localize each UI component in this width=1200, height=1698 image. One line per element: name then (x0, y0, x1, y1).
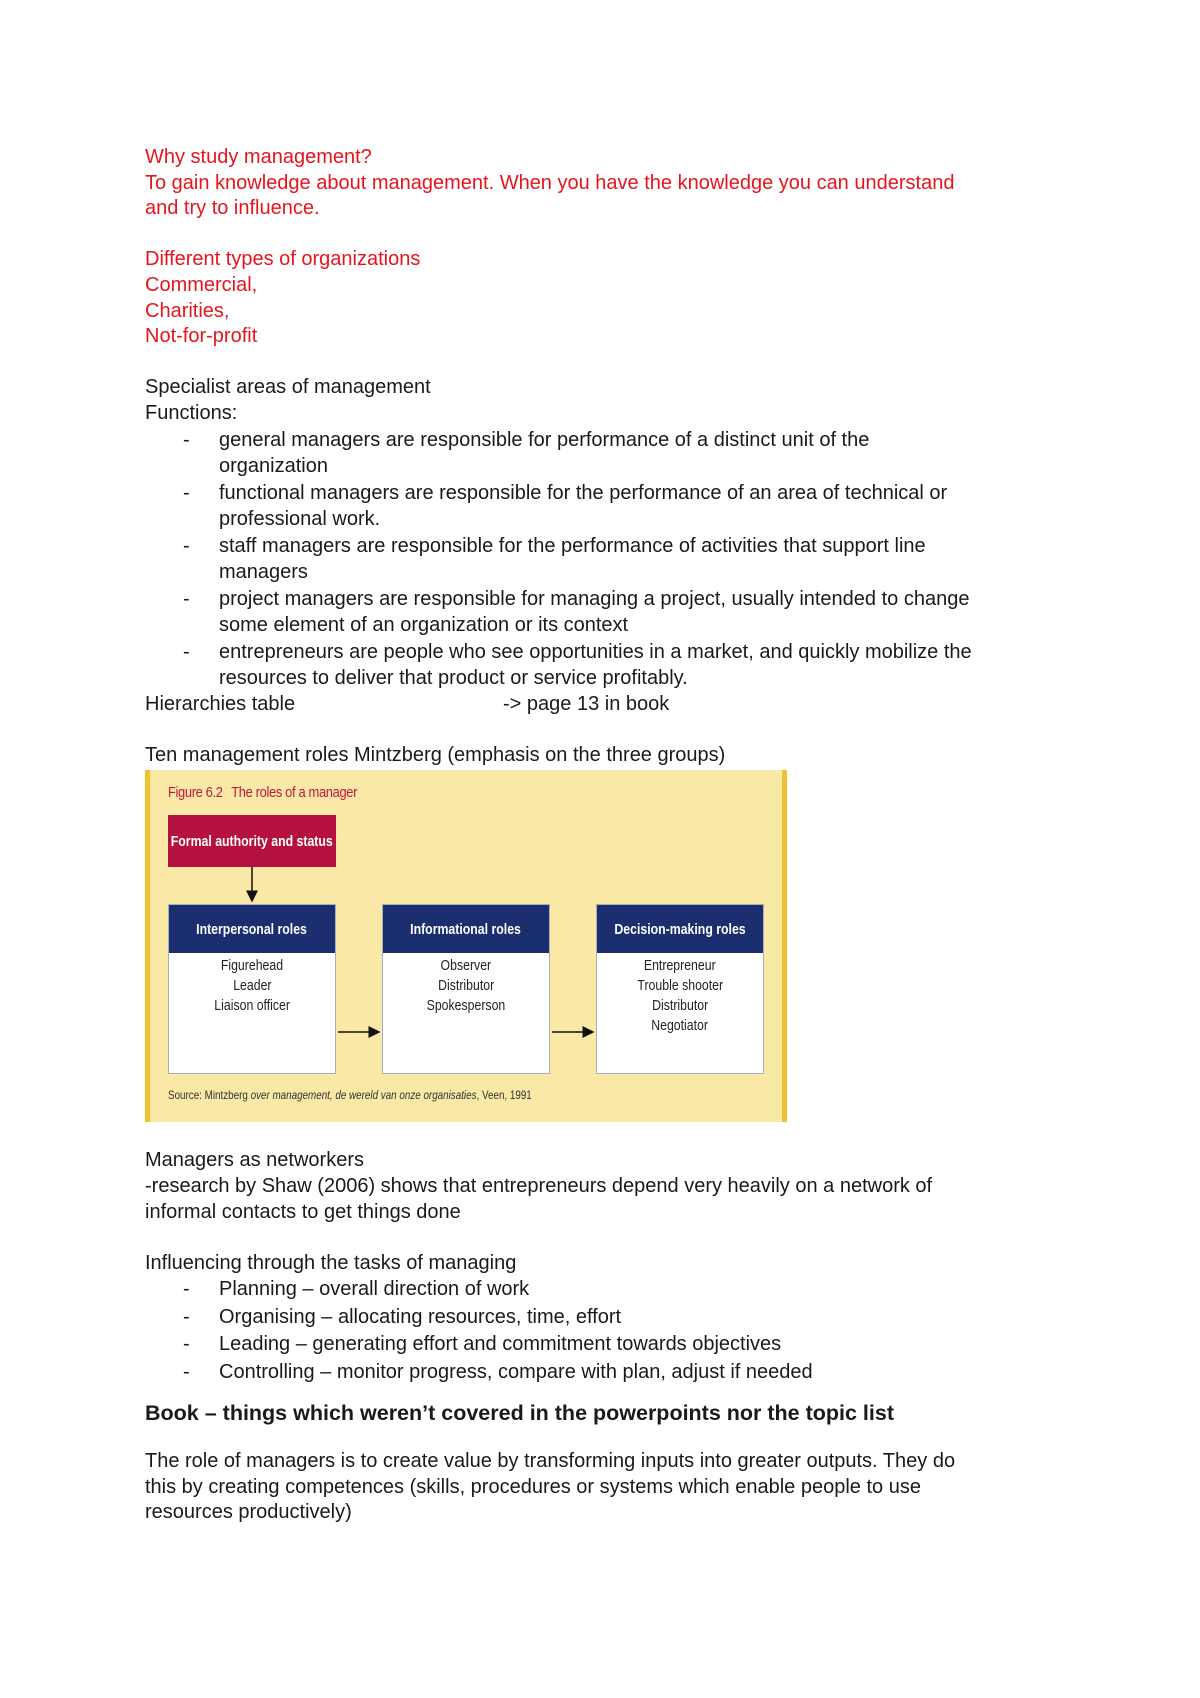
hierarchies-ref: -> page 13 in book (503, 692, 670, 715)
figure-arrows (150, 770, 782, 1122)
list-item: - general managers are responsible for performance of a distinct unit of the organization (145, 427, 1085, 480)
org-type-item: Commercial, (145, 273, 258, 296)
list-item: - Leading – generating effort and commitment towards objectives (145, 1331, 1085, 1359)
networkers-heading: Managers as networkers (145, 1149, 364, 1172)
figure-title: The roles of a manager (231, 784, 358, 802)
networkers-text: -research by Shaw (2006) shows that entrepreneurs depend very heavily on a network of (145, 1174, 933, 1197)
functions-list (145, 427, 1085, 692)
org-type-item: Charities, (145, 299, 230, 322)
list-item: - Planning – overall direction of work (145, 1276, 1085, 1304)
role-item: Trouble shooter (637, 977, 723, 995)
role-item: Negotiator (651, 1017, 709, 1035)
list-item: - staff managers are responsible for the performance of activities that support line managers (145, 533, 1085, 586)
figure-source: Source: Mintzberg over management, de wereld van onze organisaties, Veen, 1991 (168, 1088, 532, 1103)
book-paragraph-line: The role of managers is to create value by transforming inputs into greater outputs. They do (145, 1450, 956, 1473)
list-item: - entrepreneurs are people who see opportunities in a market, and quickly mobilize the resources to deliver that product or service profitably. (145, 639, 1085, 692)
role-group-title: Interpersonal roles (169, 905, 335, 953)
specialist-heading: Specialist areas of management (145, 376, 431, 399)
org-type-item: Not-for-profit (145, 325, 258, 348)
mintzberg-heading: Ten management roles Mintzberg (emphasis on the three groups) (145, 743, 726, 766)
role-item: Spokesperson (426, 997, 506, 1015)
intro-question: Why study management? (145, 146, 372, 168)
role-item: Figurehead (220, 957, 284, 975)
document-page (145, 145, 1085, 1526)
role-item: Observer (440, 957, 492, 975)
hierarchies-line (145, 692, 1085, 718)
tasks-list (145, 1276, 1085, 1386)
role-item: Entrepreneur (644, 957, 716, 975)
figure-number: Figure 6.2 (168, 784, 223, 802)
role-item: Leader (232, 977, 272, 995)
book-heading: Book – things which weren’t covered in the powerpoints nor the topic list (145, 1401, 894, 1426)
hierarchies-label: Hierarchies table (145, 692, 296, 715)
role-item: Distributor (437, 977, 495, 995)
org-types-heading: Different types of organizations (145, 248, 421, 271)
intro-answer-line: To gain knowledge about management. When you have the knowledge you can understand (145, 171, 955, 194)
authority-box: Formal authority and status (168, 815, 336, 867)
list-item: - Controlling – monitor progress, compare with plan, adjust if needed (145, 1359, 1085, 1387)
role-item: Liaison officer (214, 997, 290, 1015)
intro-answer-line: and try to influence. (145, 197, 320, 220)
role-item: Distributor (651, 997, 709, 1015)
book-paragraph-line: this by creating competences (skills, procedures or systems which enable people to use (145, 1475, 921, 1498)
list-item: - Organising – allocating resources, time, effort (145, 1304, 1085, 1332)
tasks-heading: Influencing through the tasks of managing (145, 1251, 517, 1274)
list-item: - functional managers are responsible for the performance of an area of technical or professional work. (145, 480, 1085, 533)
functions-label: Functions: (145, 401, 238, 424)
book-paragraph-line: resources productively) (145, 1501, 352, 1524)
list-item: - project managers are responsible for managing a project, usually intended to change some element of an organization or its context (145, 586, 1085, 639)
role-group-title: Decision-making roles (597, 905, 763, 953)
networkers-text: informal contacts to get things done (145, 1200, 461, 1223)
role-group-title: Informational roles (383, 905, 549, 953)
mintzberg-figure (145, 770, 787, 1122)
